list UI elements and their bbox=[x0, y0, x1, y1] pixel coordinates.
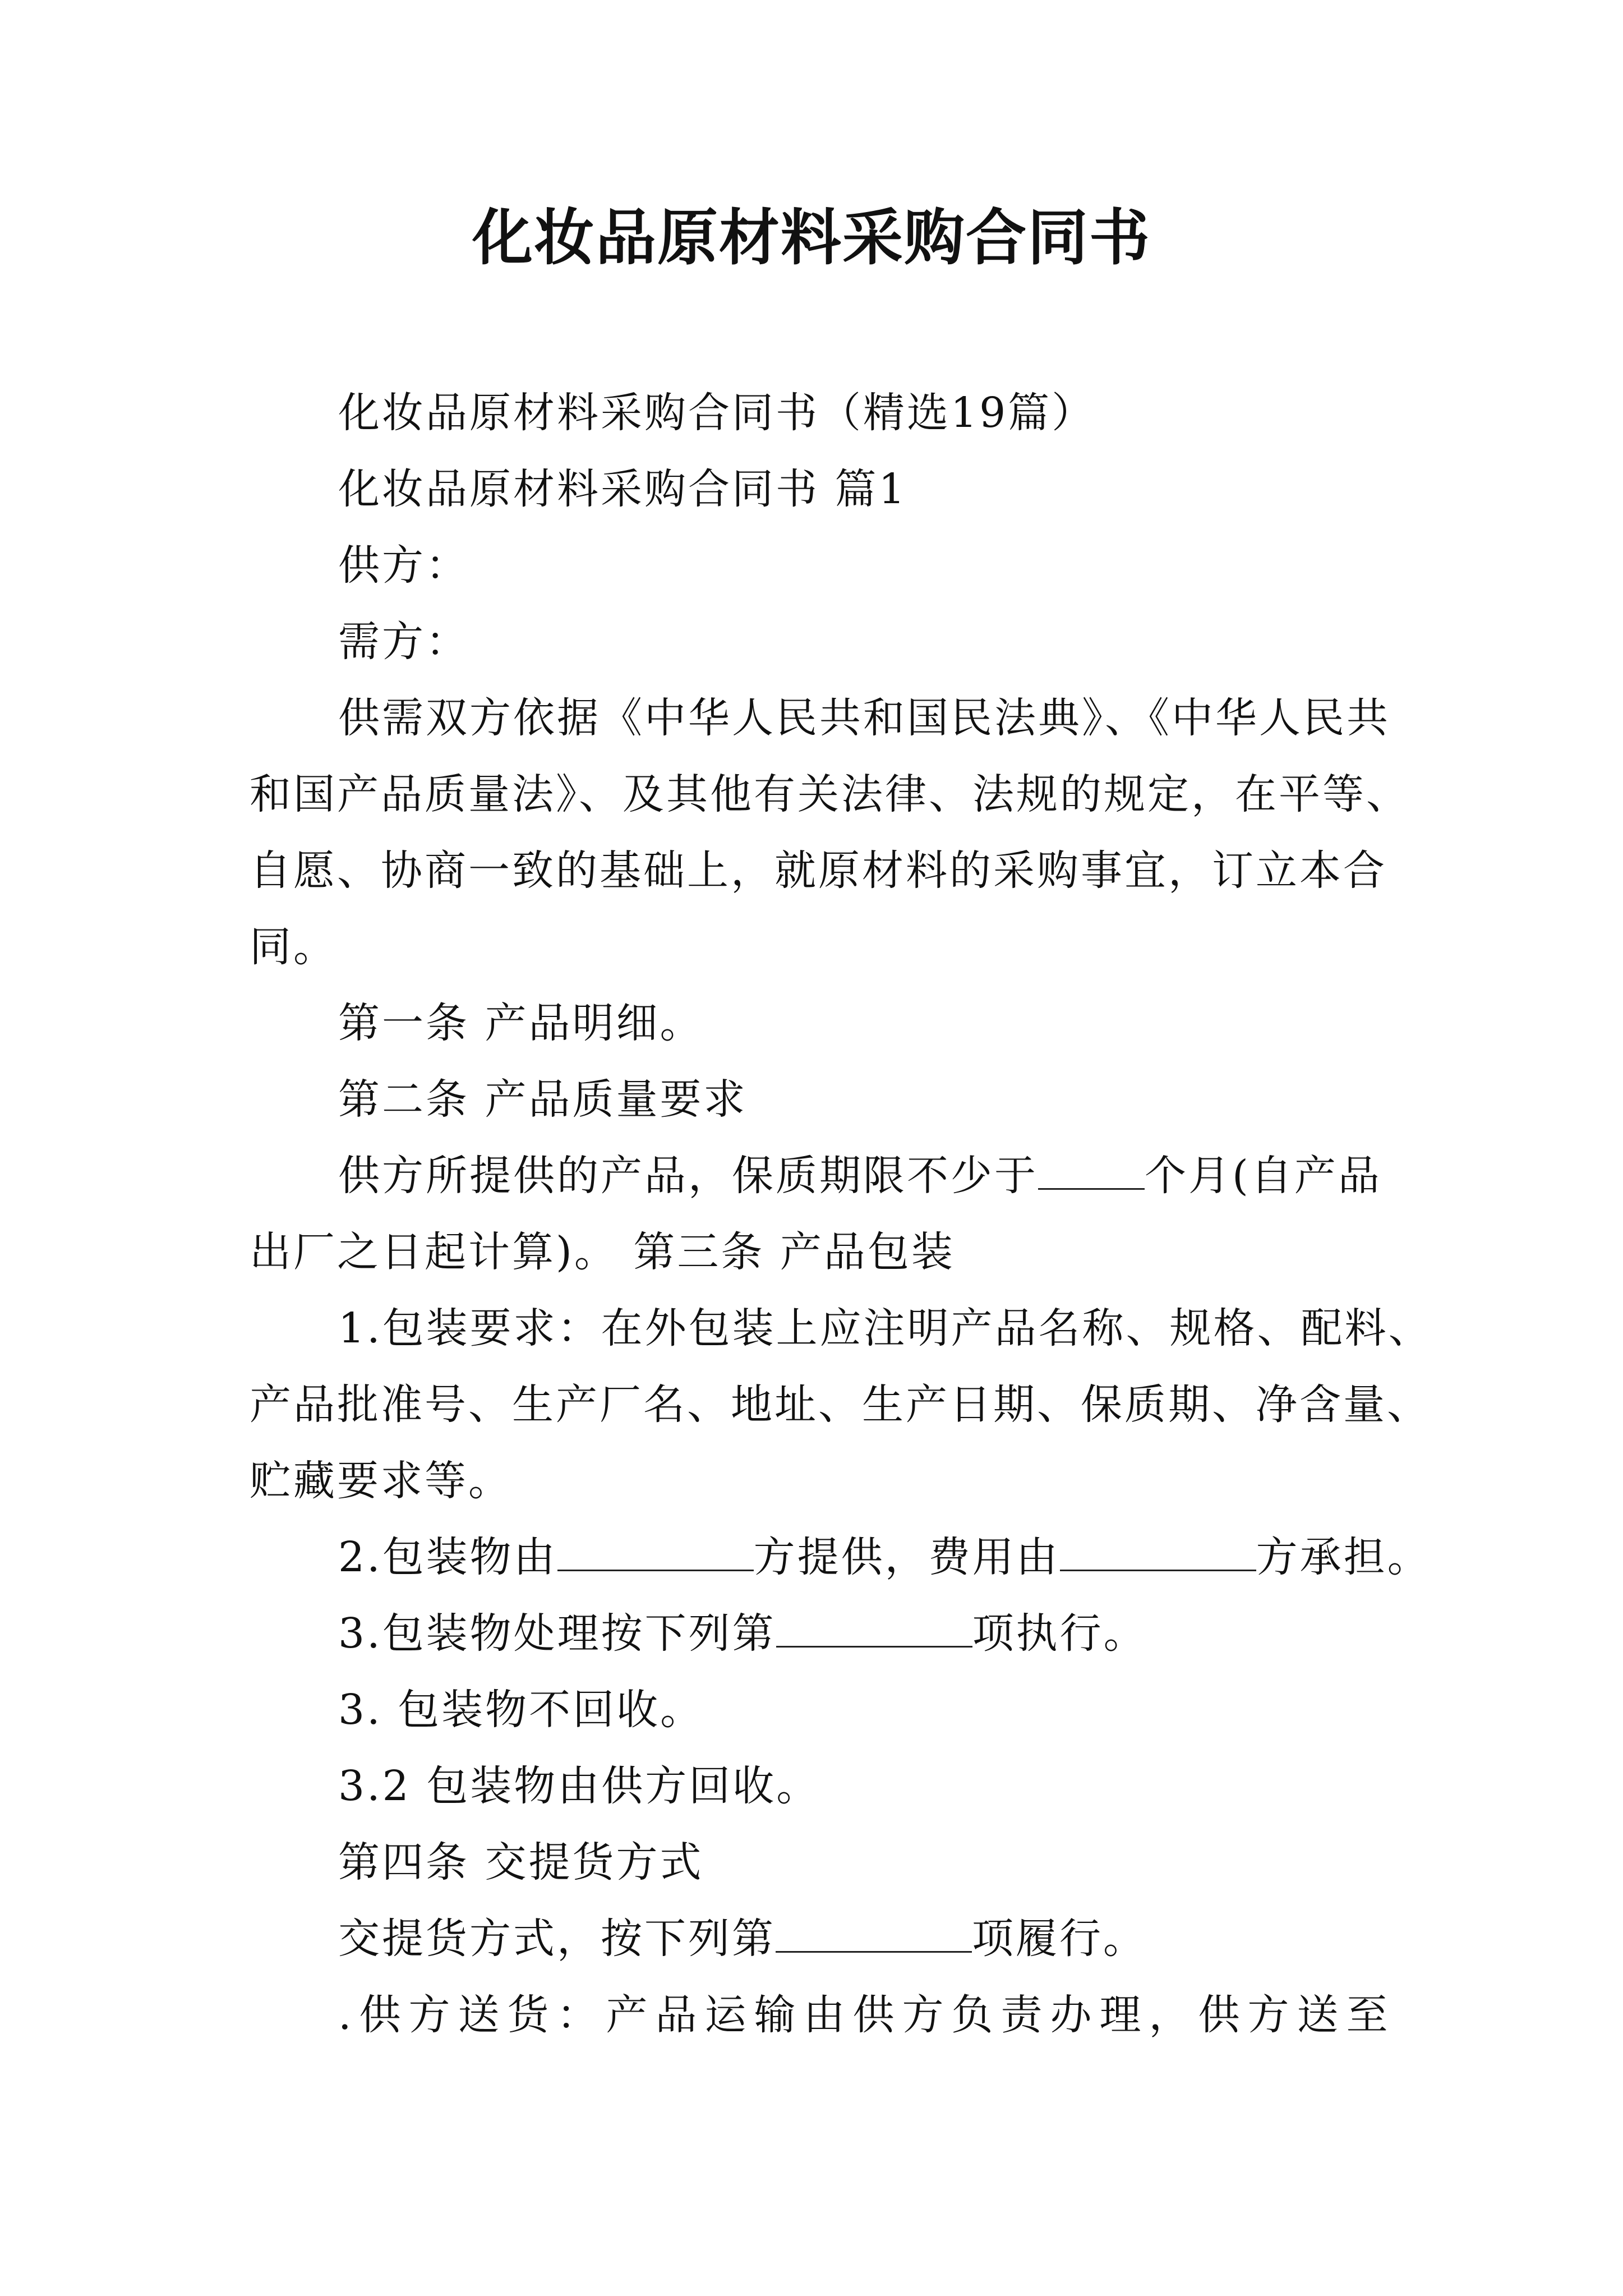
paragraph-line: 化妆品原材料采购合同书（精选19篇） bbox=[338, 389, 1096, 437]
line-text: 方提供，费用由 bbox=[753, 1533, 1060, 1581]
paragraph-line: 和国产品质量法》、及其他有关法律、法规的规定，在平等、 bbox=[250, 770, 1410, 818]
paragraph-line bbox=[250, 1595, 1388, 1672]
article-heading: 第四条 交提货方式 bbox=[338, 1838, 704, 1887]
supplier-label: 供方： bbox=[338, 541, 469, 590]
document-title: 化妆品原材料采购合同书 bbox=[472, 203, 1151, 273]
paragraph-line: .供方送货：产品运输由供方负责办理，供方送至 bbox=[338, 1991, 1396, 2039]
paragraph-line bbox=[250, 1138, 1388, 1214]
line-text: 2.包装物由 bbox=[338, 1533, 557, 1581]
paragraph-line: 同。 bbox=[250, 923, 337, 971]
fill-in-blank bbox=[776, 1604, 972, 1648]
fill-in-blank bbox=[776, 1910, 972, 1953]
article-heading: 第二条 产品质量要求 bbox=[338, 1075, 748, 1124]
paragraph-line: 出厂之日起计算)。 第三条 产品包装 bbox=[250, 1228, 955, 1276]
document-body bbox=[250, 375, 1432, 2053]
fill-in-blank bbox=[557, 1528, 754, 1571]
paragraph-line: 贮藏要求等。 bbox=[250, 1457, 512, 1505]
fill-in-blank bbox=[1038, 1147, 1145, 1190]
article-heading: 第一条 产品明细。 bbox=[338, 999, 704, 1047]
paragraph-line: 自愿、协商一致的基础上，就原材料的采购事宜，订立本合 bbox=[250, 846, 1387, 895]
paragraph-line: 1.包装要求：在外包装上应注明产品名称、规格、配料、 bbox=[338, 1304, 1432, 1352]
fill-in-blank bbox=[1060, 1528, 1256, 1571]
line-text: 个月(自产品 bbox=[1145, 1152, 1382, 1200]
line-text: 项执行。 bbox=[972, 1609, 1147, 1658]
line-text: 3.包装物处理按下列第 bbox=[338, 1609, 776, 1658]
paragraph-line bbox=[250, 1901, 1388, 1977]
paragraph-line: 供需双方依据《中华人民共和国民法典》、《中华人民共 bbox=[338, 694, 1390, 742]
paragraph-line bbox=[250, 1519, 1431, 1595]
line-text: 项履行。 bbox=[972, 1915, 1147, 1963]
paragraph-line: 产品批准号、生产厂名、地址、生产日期、保质期、净含量、 bbox=[250, 1381, 1431, 1429]
line-text: 供方所提供的产品，保质期限不少于 bbox=[338, 1152, 1038, 1200]
paragraph-line: 3. 包装物不回收。 bbox=[338, 1686, 704, 1734]
paragraph-line: 3.2 包装物由供方回收。 bbox=[338, 1762, 820, 1810]
section-heading: 化妆品原材料采购合同书 篇1 bbox=[338, 465, 907, 513]
buyer-label: 需方： bbox=[338, 618, 469, 666]
line-text: 交提货方式，按下列第 bbox=[338, 1915, 776, 1963]
line-text: 方承担。 bbox=[1256, 1533, 1431, 1581]
